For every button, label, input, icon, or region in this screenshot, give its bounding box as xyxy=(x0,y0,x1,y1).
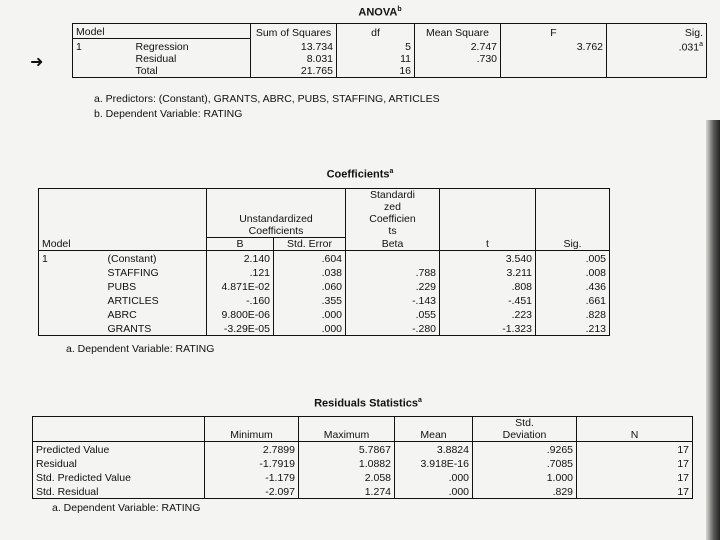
residuals-cell: .9265 xyxy=(473,442,577,457)
residuals-header-n: N xyxy=(577,417,693,442)
anova-cell xyxy=(415,65,501,78)
residuals-title: Residuals Statistics$^a$ xyxy=(314,397,422,410)
residuals-cell: 3.918E-16 xyxy=(395,456,473,470)
coefficients-cell: .008 xyxy=(536,265,610,279)
coefficients-cell: -.451 xyxy=(440,293,536,307)
coefficients-row-label: PUBS xyxy=(105,279,207,293)
residuals-footnote: a. Dependent Variable: RATING xyxy=(52,502,201,514)
coefficients-table xyxy=(38,188,689,336)
anova-title: ANOVA$^b$ xyxy=(358,6,402,19)
coefficients-row-label: GRANTS xyxy=(105,321,207,336)
coefficients-cell: -1.323 xyxy=(440,321,536,336)
anova-header-ms: Mean Square xyxy=(415,24,501,39)
coefficients-header-unstandardized: Unstandardized Coefficients xyxy=(207,201,346,237)
anova-row-label: Residual xyxy=(133,53,251,65)
coefficients-cell: .005 xyxy=(536,250,610,265)
residuals-cell: .7085 xyxy=(473,456,577,470)
coefficients-header-b: B xyxy=(207,237,274,250)
residuals-header-mean: Mean xyxy=(395,417,473,442)
coefficients-header-standardized: Standardi zed Coefficien ts xyxy=(346,189,440,238)
coefficients-cell: .229 xyxy=(346,279,440,293)
anova-cell-sig: .031$^a$ xyxy=(607,39,707,54)
residuals-cell: .000 xyxy=(395,470,473,484)
anova-cell: 21.765 xyxy=(251,65,337,78)
coefficients-cell: .604 xyxy=(274,250,346,265)
coefficients-cell: -.280 xyxy=(346,321,440,336)
anova-header-model: Model xyxy=(73,24,133,39)
coefficients-cell: .828 xyxy=(536,307,610,321)
coefficients-cell: 2.140 xyxy=(207,250,274,265)
coefficients-row-grants xyxy=(39,321,689,336)
coefficients-row-label: (Constant) xyxy=(105,250,207,265)
page-edge-shadow xyxy=(706,120,720,540)
residuals-header-sd: Std. Deviation xyxy=(473,417,577,442)
coefficients-header-row-1 xyxy=(39,189,689,202)
residuals-cell: .000 xyxy=(395,484,473,499)
coefficients-cell: 3.211 xyxy=(440,265,536,279)
coefficients-cell: .000 xyxy=(274,321,346,336)
anova-cell: 13.734 xyxy=(251,39,337,54)
residuals-cell: 5.7867 xyxy=(299,442,395,457)
coefficients-cell: .436 xyxy=(536,279,610,293)
coefficients-title: Coefficients$^a$ xyxy=(326,168,394,181)
coefficients-row-label: ABRC xyxy=(105,307,207,321)
coefficients-header-beta: Beta xyxy=(346,237,440,250)
coefficients-header-t: t xyxy=(440,237,536,250)
coefficients-cell: .808 xyxy=(440,279,536,293)
coefficients-row-label: STAFFING xyxy=(105,265,207,279)
coefficients-cell: 9.800E-06 xyxy=(207,307,274,321)
residuals-cell: .829 xyxy=(473,484,577,499)
row-pointer-arrow-icon: ➜ xyxy=(30,54,44,71)
coefficients-cell: -.160 xyxy=(207,293,274,307)
residuals-cell: -1.7919 xyxy=(205,456,299,470)
residuals-cell: 1.0882 xyxy=(299,456,395,470)
anova-cell: 3.762 xyxy=(501,39,607,54)
coefficients-cell: .661 xyxy=(536,293,610,307)
coefficients-header-model: Model xyxy=(39,237,105,250)
anova-header-f: F xyxy=(501,24,607,39)
anova-row-total xyxy=(73,65,707,78)
residuals-cell: 2.058 xyxy=(299,470,395,484)
residuals-cell: 17 xyxy=(577,442,693,457)
coefficients-cell: .223 xyxy=(440,307,536,321)
coefficients-header-se: Std. Error xyxy=(274,237,346,250)
coefficients-header-sig: Sig. xyxy=(536,237,610,250)
anova-cell: 2.747 xyxy=(415,39,501,54)
anova-cell xyxy=(501,65,607,78)
anova-cell: 16 xyxy=(337,65,415,78)
coefficients-cell: .038 xyxy=(274,265,346,279)
coefficients-cell: .121 xyxy=(207,265,274,279)
coefficients-row-staffing xyxy=(39,265,689,279)
anova-cell: 5 xyxy=(337,39,415,54)
residuals-header-max: Maximum xyxy=(299,417,395,442)
anova-cell xyxy=(607,53,707,65)
coefficients-row-abrc xyxy=(39,307,689,321)
residuals-row-std-predicted xyxy=(33,470,693,484)
anova-header-ss: Sum of Squares xyxy=(251,24,337,39)
anova-cell: 8.031 xyxy=(251,53,337,65)
residuals-row-label: Predicted Value xyxy=(33,442,205,457)
residuals-cell: 2.7899 xyxy=(205,442,299,457)
anova-row-residual xyxy=(73,53,707,65)
coefficients-model-number: 1 xyxy=(39,250,105,265)
residuals-header-min: Minimum xyxy=(205,417,299,442)
coefficients-cell: .788 xyxy=(346,265,440,279)
coefficients-row-pubs xyxy=(39,279,689,293)
coefficients-cell: 3.540 xyxy=(440,250,536,265)
residuals-table xyxy=(32,416,693,499)
residuals-cell: -1.179 xyxy=(205,470,299,484)
residuals-cell: 1.000 xyxy=(473,470,577,484)
anova-table xyxy=(72,23,707,78)
anova-cell: .730 xyxy=(415,53,501,65)
anova-row-regression xyxy=(73,39,707,54)
anova-footnote-a: a. Predictors: (Constant), GRANTS, ABRC, PUBS, STAFFING, ARTICLES xyxy=(94,93,440,105)
anova-header-df: df xyxy=(337,24,415,39)
coefficients-row-label: ARTICLES xyxy=(105,293,207,307)
anova-header-sig: Sig. xyxy=(607,24,707,39)
coefficients-cell: .000 xyxy=(274,307,346,321)
coefficients-cell: .213 xyxy=(536,321,610,336)
coefficients-cell: 4.871E-02 xyxy=(207,279,274,293)
residuals-row-std-residual xyxy=(33,484,693,499)
coefficients-cell: -.143 xyxy=(346,293,440,307)
coefficients-cell: .060 xyxy=(274,279,346,293)
residuals-row-predicted xyxy=(33,442,693,457)
coefficients-cell: .055 xyxy=(346,307,440,321)
coefficients-cell: -3.29E-05 xyxy=(207,321,274,336)
anova-footnote-b: b. Dependent Variable: RATING xyxy=(94,108,243,120)
residuals-row-label: Residual xyxy=(33,456,205,470)
residuals-cell: 17 xyxy=(577,456,693,470)
residuals-row-label: Std. Predicted Value xyxy=(33,470,205,484)
residuals-cell: -2.097 xyxy=(205,484,299,499)
residuals-row-residual xyxy=(33,456,693,470)
residuals-cell: 1.274 xyxy=(299,484,395,499)
residuals-cell: 17 xyxy=(577,470,693,484)
coefficients-footnote: a. Dependent Variable: RATING xyxy=(66,343,215,355)
residuals-header-row xyxy=(33,417,693,442)
anova-model-number: 1 xyxy=(73,39,133,54)
residuals-cell: 17 xyxy=(577,484,693,499)
coefficients-cell xyxy=(346,250,440,265)
anova-cell xyxy=(607,65,707,78)
coefficients-cell: .355 xyxy=(274,293,346,307)
coefficients-row-constant xyxy=(39,250,689,265)
anova-cell xyxy=(501,53,607,65)
coefficients-row-articles xyxy=(39,293,689,307)
anova-cell: 11 xyxy=(337,53,415,65)
residuals-row-label: Std. Residual xyxy=(33,484,205,499)
coefficients-header-row-2 xyxy=(39,237,689,250)
anova-row-label: Total xyxy=(133,65,251,78)
residuals-cell: 3.8824 xyxy=(395,442,473,457)
anova-row-label: Regression xyxy=(133,39,251,54)
